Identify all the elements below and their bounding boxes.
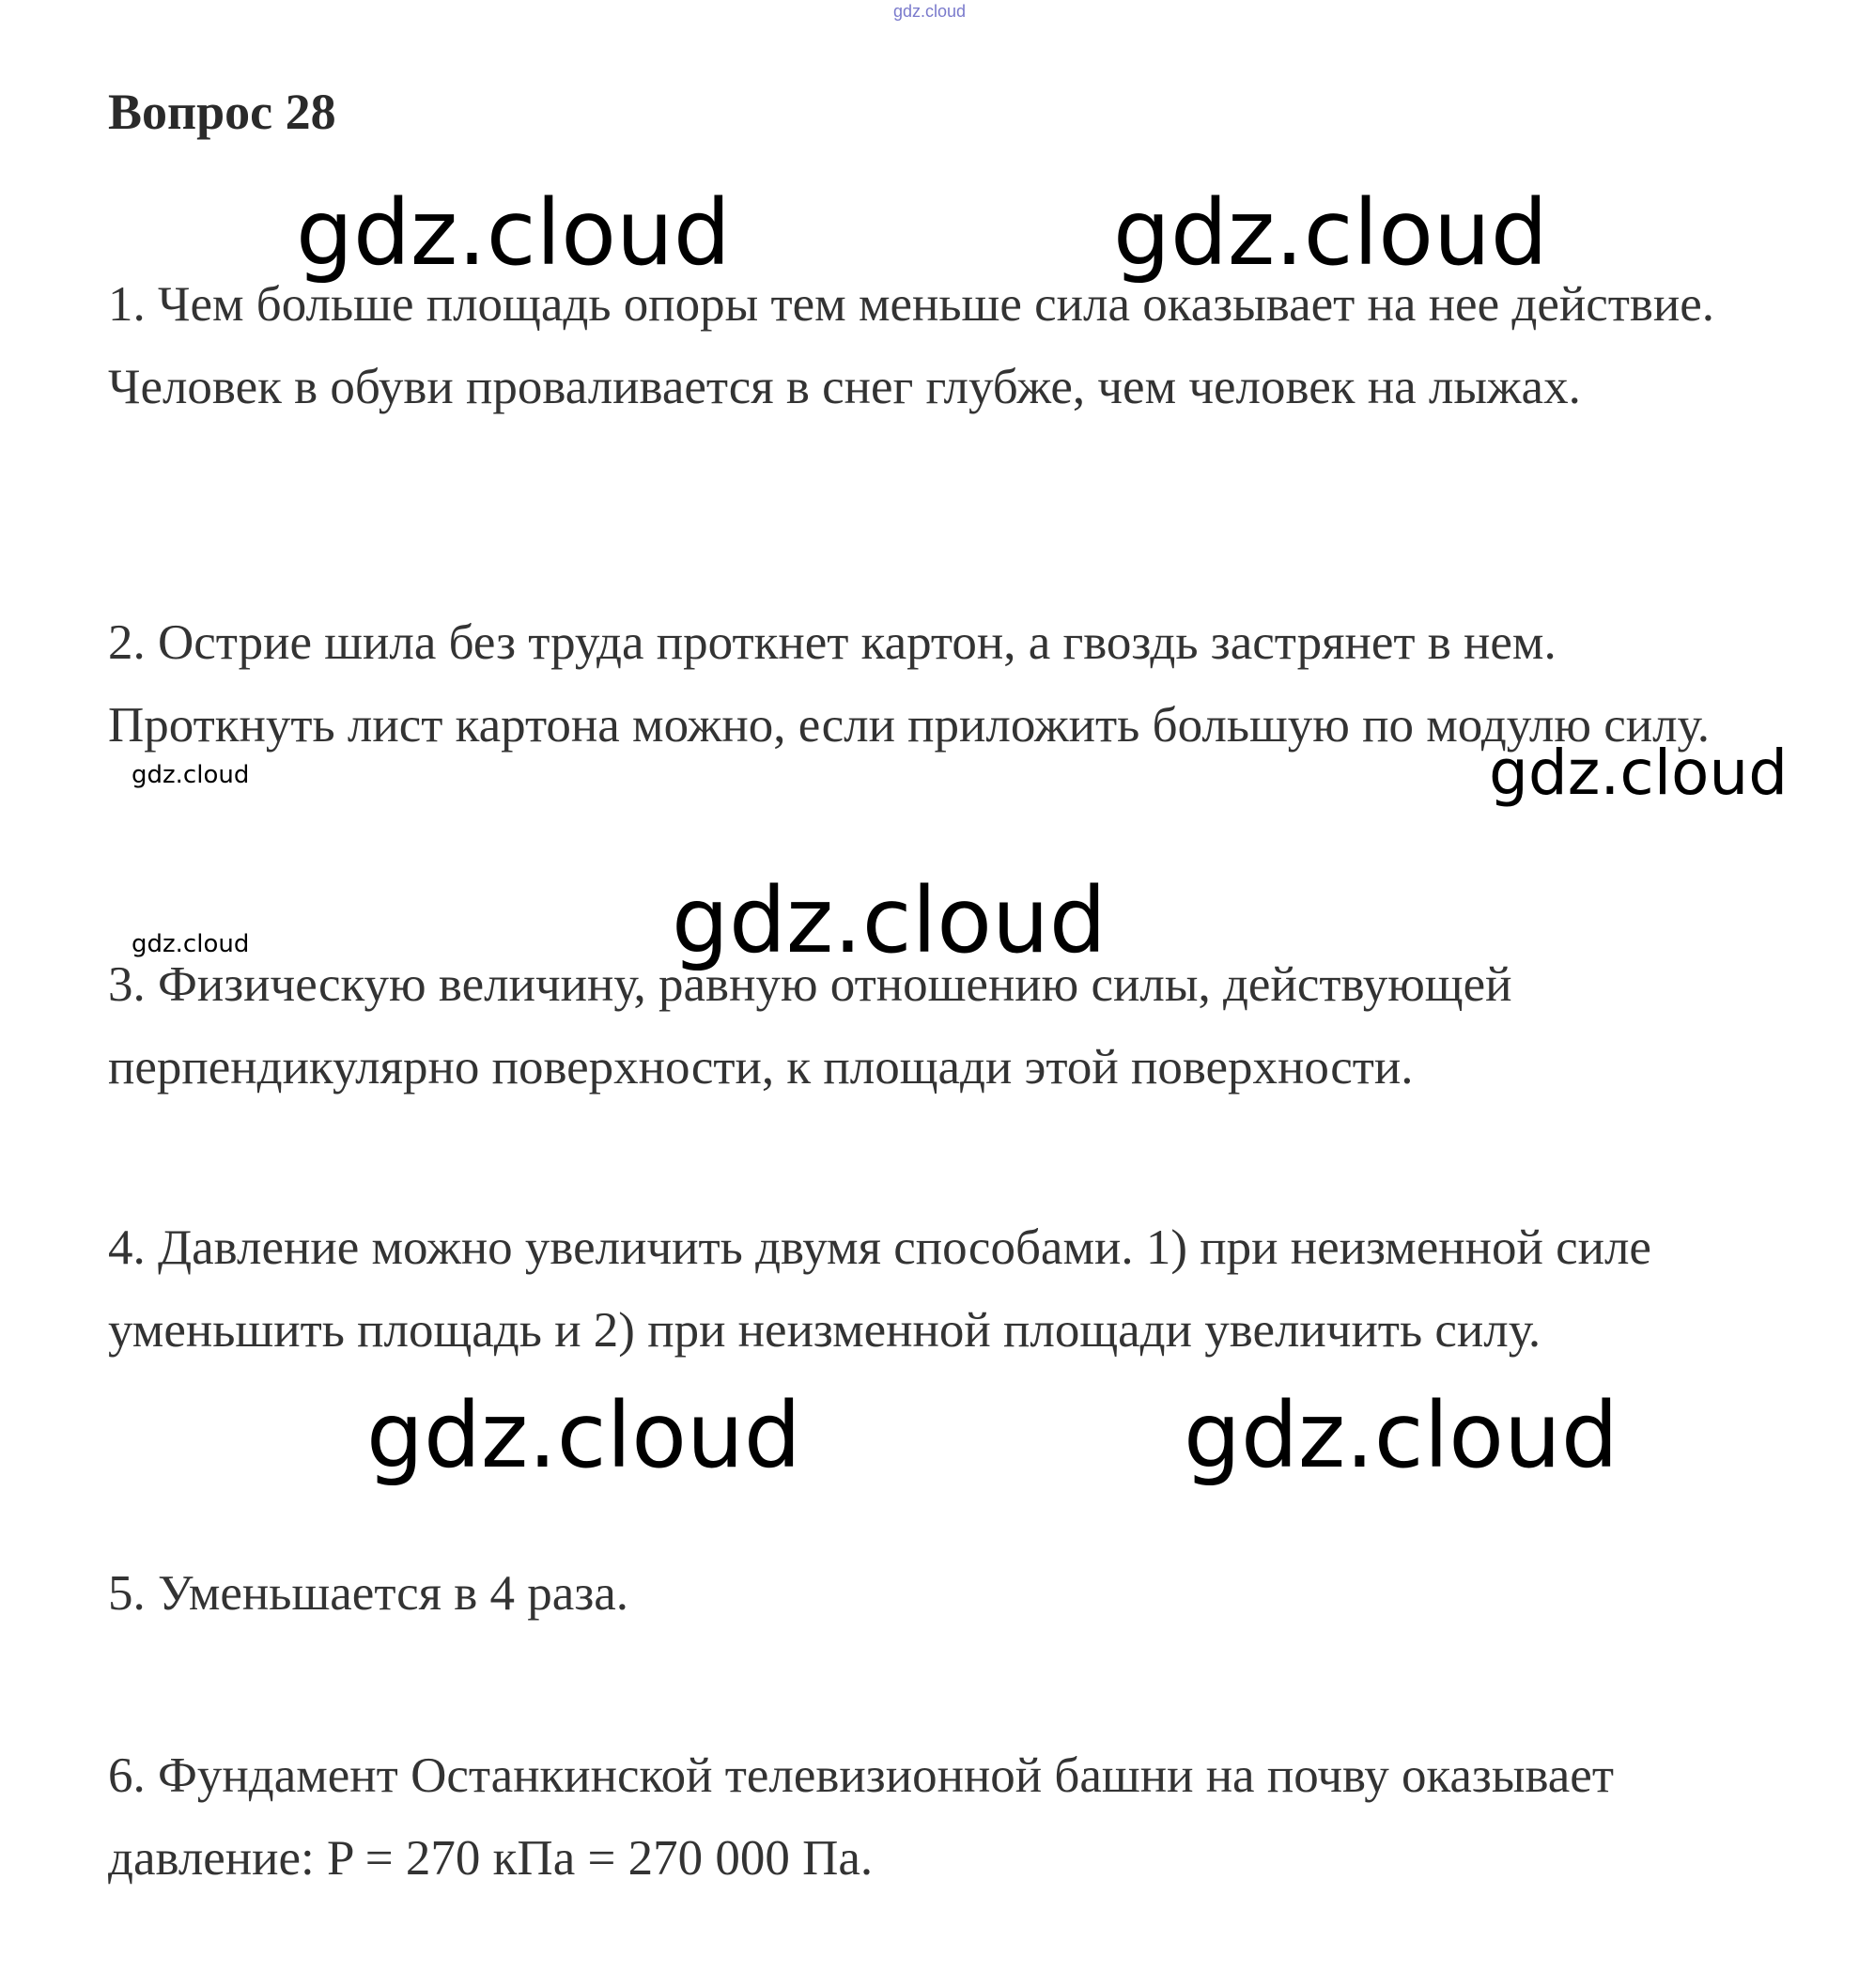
answer-2: 2. Острие шила без труда проткнет картон, а гвоздь застрянет в нем. Проткнуть лист картона можно, если приложить большую по модулю силу.: [108, 615, 1710, 753]
watermark-large: gdz.cloud: [366, 1383, 801, 1488]
watermark-large: gdz.cloud: [1184, 1383, 1619, 1488]
watermark-small: gdz.cloud: [132, 761, 250, 789]
answer-3: 3. Физическую величину, равную отношению силы, действующей перпендикулярно поверхности, к площади этой поверхности.: [108, 957, 1512, 1095]
watermark-large: gdz.cloud: [672, 868, 1107, 973]
watermark-small: gdz.cloud: [132, 930, 250, 958]
top-watermark: gdz.cloud: [892, 2, 967, 21]
watermark-large: gdz.cloud: [296, 180, 731, 286]
watermark-large: gdz.cloud: [1113, 180, 1548, 286]
answer-6: 6. Фундамент Останкинской телевизионной башни на почву оказывает давление: P = 270 кПа = 270 000 Па.: [108, 1748, 1614, 1886]
answer-1: 1. Чем больше площадь опоры тем меньше сила оказывает на нее действие. Человек в обуви проваливается в снег глубже, чем человек на лыжах.: [108, 277, 1715, 414]
answer-5: 5. Уменьшается в 4 раза.: [108, 1566, 629, 1621]
page-title: Вопрос 28: [108, 84, 336, 140]
answer-4: 4. Давление можно увеличить двумя способами. 1) при неизменной силе уменьшить площадь и 2) при неизменной площади увеличить силу.: [108, 1220, 1651, 1358]
watermark-medium: gdz.cloud: [1489, 737, 1789, 809]
